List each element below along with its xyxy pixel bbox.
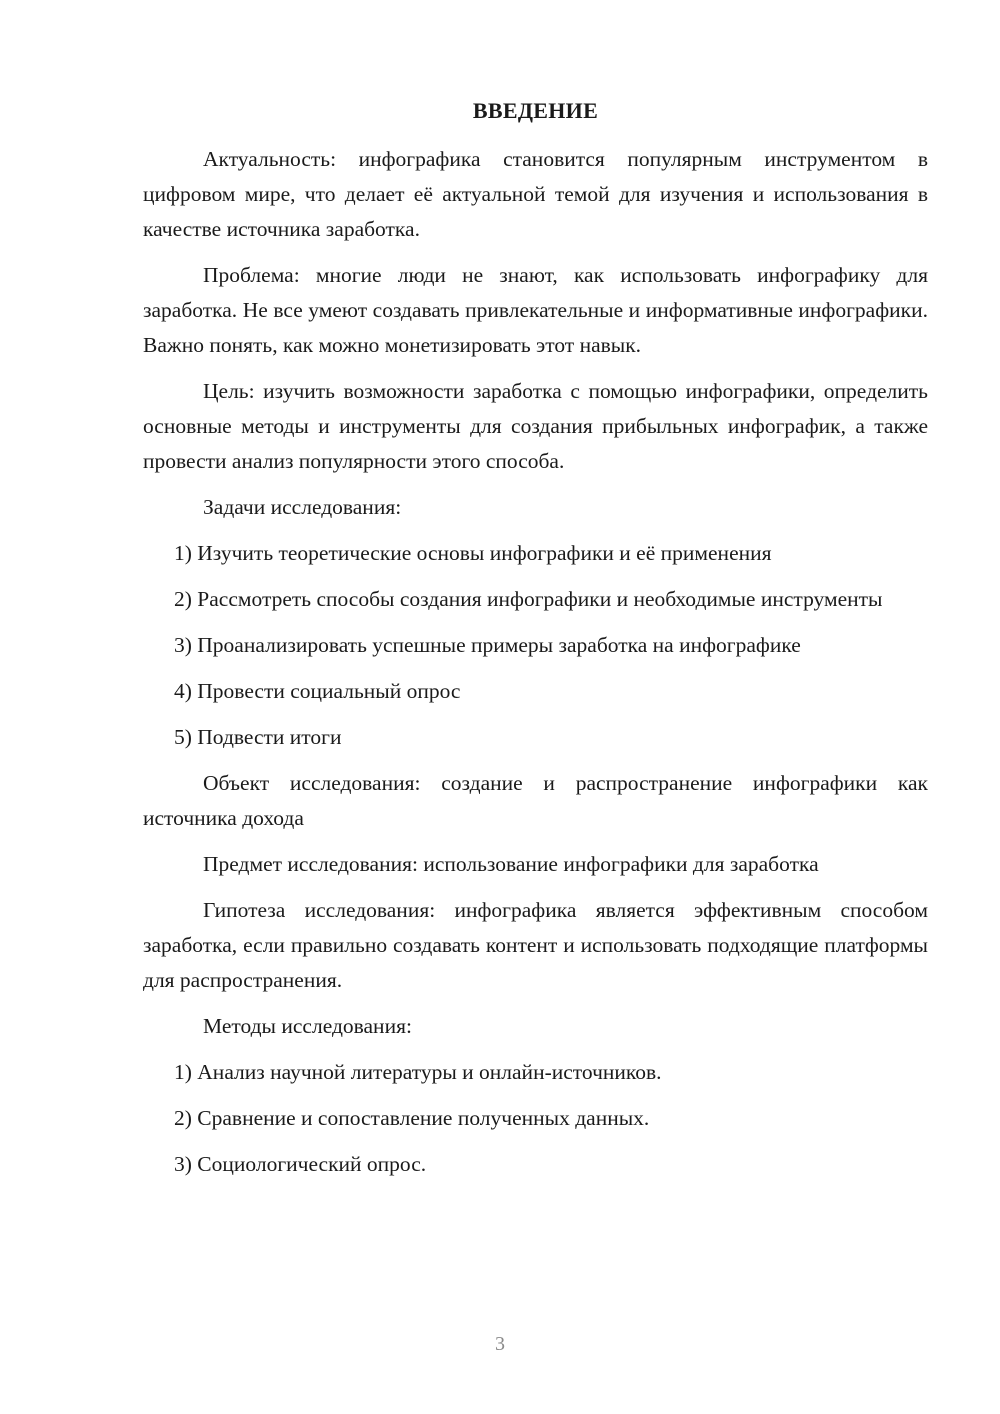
document-body [143, 142, 928, 1193]
task-item-5: 5) Подвести итоги [174, 725, 342, 749]
method-item-2: 2) Сравнение и сопоставление полученных данных. [174, 1106, 650, 1130]
section-title: ВВЕДЕНИЕ [472, 98, 599, 123]
hypothesis-paragraph: Гипотеза исследования: инфографика является эффективным способом заработка, если правильно создавать контент и использовать подходящие платформы для распространения. [143, 898, 928, 992]
subject-paragraph: Предмет исследования: использование инфографики для заработка [203, 852, 819, 876]
object-paragraph: Объект исследования: создание и распространение инфографики как источника дохода [143, 771, 928, 830]
page-number: 3 [495, 1333, 505, 1355]
method-item-3: 3) Социологический опрос. [174, 1152, 427, 1176]
task-item-2: 2) Рассмотреть способы создания инфографики и необходимые инструменты [174, 587, 883, 611]
task-item-3: 3) Проанализировать успешные примеры заработка на инфографике [174, 633, 801, 657]
method-item-1: 1) Анализ научной литературы и онлайн-источников. [174, 1060, 662, 1084]
tasks-heading: Задачи исследования: [203, 495, 402, 519]
relevance-paragraph: Актуальность: инфографика становится популярным инструментом в цифровом мире, что делает её актуальной темой для изучения и использования в качестве источника заработка. [143, 147, 928, 241]
task-item-1: 1) Изучить теоретические основы инфографики и её применения [174, 541, 772, 565]
problem-paragraph: Проблема: многие люди не знают, как использовать инфографику для заработка. Не все умеют создавать привлекательные и информативные инфографики. Важно понять, как можно монетизировать этот навык. [143, 263, 928, 357]
goal-paragraph: Цель: изучить возможности заработка с помощью инфографики, определить основные методы и инструменты для создания прибыльных инфографик, а также провести анализ популярности этого способа. [143, 379, 928, 473]
methods-heading: Методы исследования: [203, 1014, 412, 1038]
task-item-4: 4) Провести социальный опрос [174, 679, 461, 703]
